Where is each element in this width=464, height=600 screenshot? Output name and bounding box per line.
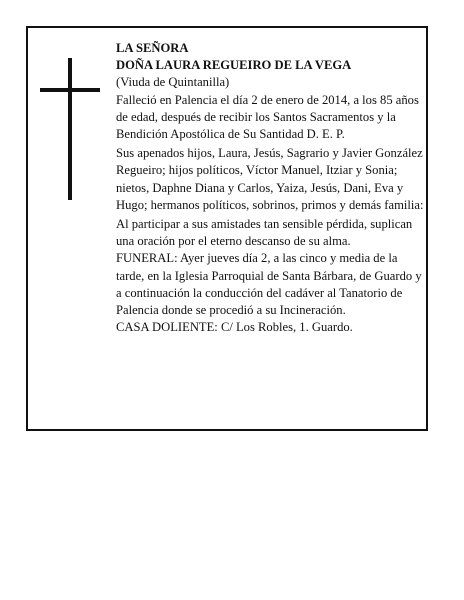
death-paragraph: Falleció en Palencia el día 2 de enero de 2014, a los 85 años de edad, después de recibir los Santos Sacramentos y la Bendición Apostólica de Su Santidad D. E. P. <box>116 92 419 142</box>
family-paragraph: Sus apenados hijos, Laura, Jesús, Sagrario y Javier González Regueiro; hijos políticos, Víctor Manuel, Itziar y Sonia; nietos, Daphne Diana y Carlos, Yaiza, Jesús, Dani, Eva y Hugo; hermanos políticos, sobrinos, primos y demás familia: <box>116 146 424 212</box>
obituary-card <box>26 26 428 431</box>
funeral-paragraph: FUNERAL: Ayer jueves día 2, a las cinco y media de la tarde, en la Iglesia Parroquial de Santa Bárbara, de Guardo y a continuación la conducción del cadáver al Tanatorio de Palencia donde se procedió a su Incineración. <box>116 251 422 318</box>
widow-note: (Viuda de Quintanilla) <box>116 75 230 90</box>
request-paragraph: Al participar a sus amistades tan sensible pérdida, suplican una oración por el eterno descanso de su alma. <box>116 217 413 249</box>
deceased-name: DOÑA LAURA REGUEIRO DE LA VEGA <box>116 58 352 73</box>
heading-title: LA SEÑORA <box>116 41 189 55</box>
cross-vertical-bar <box>68 58 72 200</box>
house-paragraph: CASA DOLIENTE: C/ Los Robles, 1. Guardo. <box>116 320 353 335</box>
cross-horizontal-bar <box>40 88 100 92</box>
obituary-text <box>116 40 426 336</box>
